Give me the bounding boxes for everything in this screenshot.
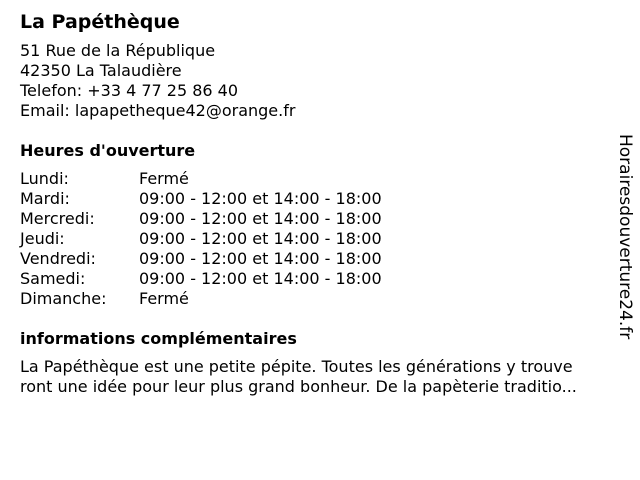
hours-value: 09:00 - 12:00 et 14:00 - 18:00 <box>139 249 382 268</box>
hours-row <box>20 189 610 209</box>
email-line: Email: lapapetheque42@orange.fr <box>20 101 296 120</box>
info-description-line: ront une idée pour leur plus grand bonheur. De la papèterie traditio... <box>20 377 577 396</box>
business-card <box>20 10 610 397</box>
hours-value: 09:00 - 12:00 et 14:00 - 18:00 <box>139 229 382 248</box>
hours-row <box>20 269 610 289</box>
address-line-city: 42350 La Talaudière <box>20 61 182 80</box>
brand-watermark <box>612 134 638 346</box>
address-line-street: 51 Rue de la République <box>20 41 216 60</box>
hours-value: 09:00 - 12:00 et 14:00 - 18:00 <box>139 189 382 208</box>
hours-row <box>20 229 610 249</box>
hours-row <box>20 169 610 189</box>
hours-row <box>20 289 610 309</box>
phone-line: Telefon: +33 4 77 25 86 40 <box>20 81 239 100</box>
hours-row <box>20 249 610 269</box>
hours-day: Lundi: <box>20 169 69 188</box>
hours-day: Mercredi: <box>20 209 95 228</box>
hours-heading: Heures d'ouverture <box>20 141 196 160</box>
hours-value: 09:00 - 12:00 et 14:00 - 18:00 <box>139 269 382 288</box>
hours-value: 09:00 - 12:00 et 14:00 - 18:00 <box>139 209 382 228</box>
info-heading: informations complémentaires <box>20 329 297 348</box>
hours-day: Samedi: <box>20 269 86 288</box>
info-description-line: La Papéthèque est une petite pépite. Toutes les générations y trouve <box>20 357 573 376</box>
brand-watermark-text: Horairesdouverture24.fr <box>615 134 635 340</box>
hours-value: Fermé <box>139 289 189 308</box>
hours-day: Dimanche: <box>20 289 107 308</box>
hours-row <box>20 209 610 229</box>
business-name: La Papéthèque <box>20 11 180 33</box>
hours-day: Mardi: <box>20 189 70 208</box>
hours-day: Jeudi: <box>20 229 65 248</box>
hours-table <box>20 169 610 309</box>
hours-day: Vendredi: <box>20 249 96 268</box>
hours-value: Fermé <box>139 169 189 188</box>
